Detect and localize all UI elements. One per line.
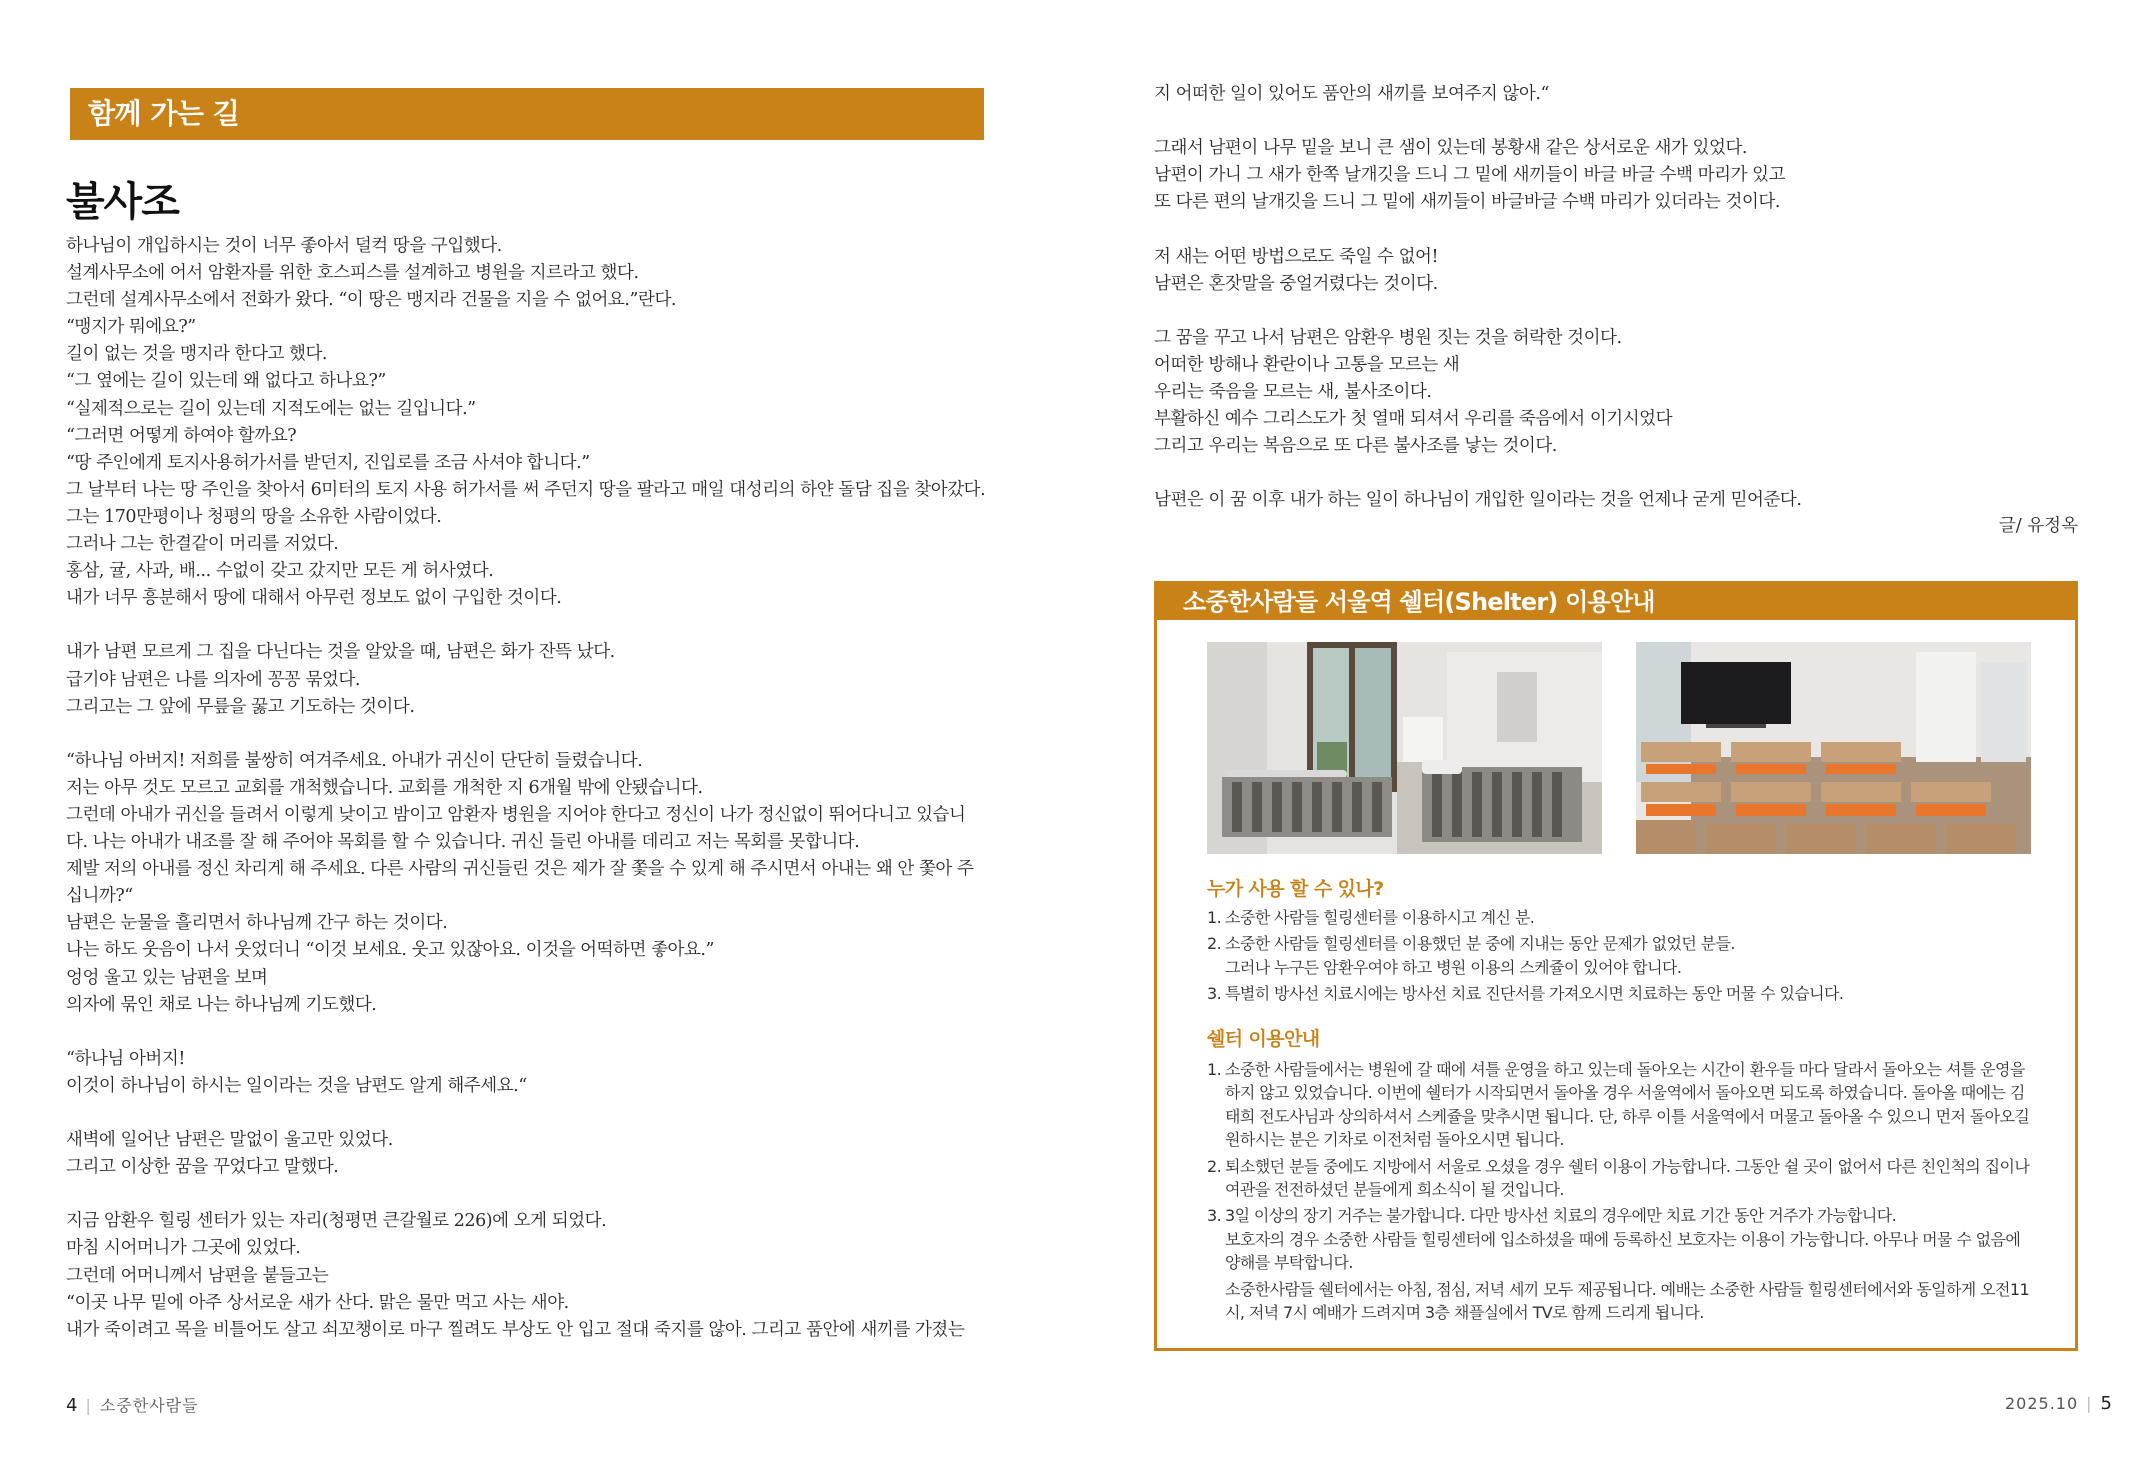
page-number: 5 bbox=[2100, 1393, 2112, 1414]
body-line: “그 옆에는 길이 있는데 왜 없다고 하나요?” bbox=[66, 371, 386, 392]
list-item bbox=[1207, 906, 2032, 929]
paragraph-break bbox=[66, 1100, 998, 1127]
body-line: 그 날부터 나는 땅 주인을 찾아서 6미터의 토지 사용 허가서를 써 주던지 땅을 팔라고 매일 대성리의 하얀 돌담 집을 찾아갔다. bbox=[66, 479, 986, 500]
body-line: 남편은 눈물을 흘리면서 하나님께 간구 하는 것이다. bbox=[66, 913, 448, 934]
who-list bbox=[1207, 906, 2032, 1009]
body-line: 또 다른 편의 날개깃을 드니 그 밑에 새끼들이 바글바글 수백 마리가 있더라는 것이다. bbox=[1154, 192, 1780, 213]
body-line: 우리는 죽음을 모르는 새, 불사조이다. bbox=[1154, 382, 1432, 403]
body-line: 그는 170만평이나 청평의 땅을 소유한 사람이었다. bbox=[66, 506, 442, 527]
body-line: “하나님 아버지! bbox=[66, 1048, 185, 1069]
article-body-right bbox=[1154, 81, 2114, 515]
paragraph-break bbox=[1154, 216, 2114, 243]
body-line: 설계사무소에 어서 암환자를 위한 호스피스를 설계하고 병원을 지르라고 했다. bbox=[66, 263, 639, 284]
body-line: 지 어떠한 일이 있어도 품안의 새끼를 보여주지 않아.“ bbox=[1154, 84, 1549, 104]
lounge-photo bbox=[1636, 642, 2031, 854]
paragraph-break bbox=[1154, 108, 2114, 135]
shelter-info-box bbox=[1154, 581, 2078, 1351]
body-line: 마침 시어머니가 그곳에 있었다. bbox=[66, 1238, 301, 1259]
list-item-number: 1. bbox=[1207, 1060, 1222, 1079]
body-line: 남편이 가니 그 새가 한쪽 날개깃을 드니 그 밑에 새끼들이 바글 바글 수백 마리가 있고 bbox=[1154, 165, 1786, 186]
guide-heading: 쉘터 이용안내 bbox=[1207, 1028, 1320, 1050]
body-line: 십니까?“ bbox=[66, 886, 133, 907]
body-line: 길이 없는 것을 맹지라 한다고 했다. bbox=[66, 344, 328, 365]
body-line: “이곳 나무 밑에 아주 상서로운 새가 산다. 맑은 물만 먹고 사는 새야. bbox=[66, 1292, 569, 1313]
list-item-number: 3. bbox=[1207, 1206, 1222, 1226]
body-line: 하나님이 개입하시는 것이 너무 좋아서 덜컥 땅을 구입했다. bbox=[66, 236, 502, 256]
body-line: 제발 저의 아내를 정신 차리게 해 주세요. 다른 사람의 귀신들린 것은 제가 잘 쫓을 수 있게 해 주시면서 아내는 왜 안 쫓아 주 bbox=[66, 859, 974, 880]
list-item-number: 2. bbox=[1207, 1156, 1222, 1176]
list-item-text: 특별히 방사선 치료시에는 방사선 치료 진단서를 가져오시면 치료하는 동안 머물 수 있습니다. bbox=[1225, 984, 1844, 1004]
footer-left: 4 | 소중한사람들 bbox=[66, 1395, 199, 1416]
right-page bbox=[1066, 0, 2132, 1463]
body-line: 다. 나는 아내가 내조를 잘 해 주어야 목회를 할 수 있습니다. 귀신 들린 아내를 데리고 저는 목회를 못합니다. bbox=[66, 832, 860, 853]
body-line: 이것이 하나님이 하시는 일이라는 것을 남편도 알게 해주세요.“ bbox=[66, 1075, 527, 1096]
body-line: 그래서 남편이 나무 밑을 보니 큰 샘이 있는데 봉황새 같은 상서로운 새가 있었다. bbox=[1154, 138, 1748, 159]
body-line: 부활하신 예수 그리스도가 첫 열매 되셔서 우리를 죽음에서 이기시었다 bbox=[1154, 409, 1673, 430]
body-line: 내가 남편 모르게 그 집을 다닌다는 것을 알았을 때, 남편은 화가 잔뜩 났다. bbox=[66, 642, 615, 663]
body-line: 그리고 이상한 꿈을 꾸었다고 말했다. bbox=[66, 1157, 339, 1178]
who-heading: 누가 사용 할 수 있나? bbox=[1207, 878, 1384, 900]
body-line: 지금 암환우 힐링 센터가 있는 자리(청평면 큰갈월로 226)에 오게 되었다. bbox=[66, 1211, 607, 1232]
body-line: 엉엉 울고 있는 남편을 보며 bbox=[66, 967, 268, 988]
body-line: 의자에 묶인 채로 나는 하나님께 기도했다. bbox=[66, 994, 377, 1015]
body-line: 그러나 그는 한결같이 머리를 저었다. bbox=[66, 534, 339, 555]
bedroom-photo bbox=[1207, 642, 1602, 854]
list-item bbox=[1207, 1058, 2032, 1152]
body-line: 어떠한 방해나 환란이나 고통을 모르는 새 bbox=[1154, 354, 1460, 375]
body-line: 새벽에 일어난 남편은 말없이 울고만 있었다. bbox=[66, 1130, 393, 1151]
body-line: 남편은 혼잣말을 중얼거렸다는 것이다. bbox=[1154, 273, 1438, 294]
body-line: 나는 하도 웃음이 나서 웃었더니 “이것 보세요. 웃고 있잖아요. 이것을 어떡하면 좋아요.” bbox=[66, 940, 715, 961]
body-line: 그리고 우리는 복음으로 또 다른 불사조를 낳는 것이다. bbox=[1154, 436, 1557, 457]
shelter-title: 소중한사람들 서울역 쉘터(Shelter) 이용안내 bbox=[1157, 584, 2075, 620]
article-title: 불사조 bbox=[66, 178, 179, 225]
body-line: “맹지가 뭐에요?” bbox=[66, 317, 196, 338]
body-line: 내가 죽이려고 목을 비틀어도 살고 쇠꼬챙이로 마구 찔려도 부상도 안 입고 절대 죽지를 않아. 그리고 품안에 새끼를 가졌는 bbox=[66, 1319, 965, 1340]
body-line: 저 새는 어떤 방법으로도 죽일 수 없어! bbox=[1154, 246, 1439, 267]
article-body-left bbox=[66, 233, 998, 1344]
body-line: 남편은 이 꿈 이후 내가 하는 일이 하나님이 개입한 일이라는 것을 언제나 굳게 믿어준다. bbox=[1154, 490, 1802, 511]
author-credit: 글/ 유정옥 bbox=[1998, 516, 2078, 536]
body-line: 그리고는 그 앞에 무릎을 꿇고 기도하는 것이다. bbox=[66, 696, 415, 717]
paragraph-break bbox=[1154, 460, 2114, 487]
list-item-text: 소중한 사람들 힐링센터를 이용하시고 계신 분. bbox=[1225, 908, 1535, 927]
paragraph-break bbox=[66, 721, 998, 748]
paragraph-break bbox=[1154, 298, 2114, 325]
list-item-number: 1. bbox=[1207, 908, 1222, 927]
body-line: 그 꿈을 꾸고 나서 남편은 암환우 병원 짓는 것을 허락한 것이다. bbox=[1154, 327, 1622, 348]
body-line: 그런데 아내가 귀신을 들려서 이렇게 낮이고 밤이고 암환자 병원을 지어야 한다고 정신이 나가 정신없이 뛰어다니고 있습니 bbox=[66, 804, 966, 825]
list-item bbox=[1207, 982, 2032, 1005]
section-label: 함께 가는 길 bbox=[70, 88, 984, 140]
body-line: 그런데 어머니께서 남편을 붙들고는 bbox=[66, 1265, 329, 1286]
list-item bbox=[1207, 1155, 2032, 1202]
page-number: 4 bbox=[66, 1395, 78, 1416]
body-line: 저는 아무 것도 모르고 교회를 개척했습니다. 교회를 개척한 지 6개월 밖에 안됐습니다. bbox=[66, 777, 703, 798]
list-item-number: 2. bbox=[1207, 934, 1222, 954]
body-line: “하나님 아버지! 저희를 불쌍히 여겨주세요. 아내가 귀신이 단단히 들렸습니다. bbox=[66, 750, 643, 771]
list-item-text: 퇴소했던 분들 중에도 지방에서 서울로 오셨을 경우 쉘터 이용이 가능합니다. 그동안 쉴 곳이 없어서 다른 친인척의 집이나 여관을 전전하셨던 분들에게 희소식이 될 것입니다. bbox=[1225, 1156, 2030, 1200]
body-line: 그런데 설계사무소에서 전화가 왔다. “이 땅은 맹지라 건물을 지을 수 없어요.”란다. bbox=[66, 290, 677, 311]
guide-list bbox=[1207, 1058, 2032, 1324]
list-item-number: 3. bbox=[1207, 984, 1222, 1004]
body-line: 내가 너무 흥분해서 땅에 대해서 아무런 정보도 없이 구입한 것이다. bbox=[66, 588, 562, 609]
body-line: “실제적으로는 길이 있는데 지적도에는 없는 길입니다.” bbox=[66, 398, 476, 419]
closing-note: 소중한사람들 쉘터에서는 아침, 점심, 저녁 세끼 모두 제공됩니다. 예배는 소중한 사람들 힐링센터에서와 동일하게 오전11시, 저녁 7시 예배가 드려지며 3층 채플실에서 TV로 함께 드리게 됩니다. bbox=[1225, 1279, 2030, 1323]
footer-right: 2025.10 | 5 bbox=[2004, 1393, 2112, 1414]
body-line: 급기야 남편은 나를 의자에 꽁꽁 묶었다. bbox=[66, 669, 360, 690]
paragraph-break bbox=[66, 1019, 998, 1046]
body-line: “그러면 어떻게 하여야 할까요? bbox=[66, 425, 297, 446]
issue-date: 2025.10 bbox=[2004, 1394, 2079, 1413]
list-item bbox=[1207, 932, 2032, 979]
body-line: 홍삼, 귤, 사과, 배... 수없이 갖고 갔지만 모든 게 허사였다. bbox=[66, 561, 494, 582]
list-item bbox=[1207, 1204, 2032, 1274]
body-line: “땅 주인에게 토지사용허가서를 받던지, 진입로를 조금 사셔야 합니다.” bbox=[66, 452, 590, 473]
paragraph-break bbox=[66, 612, 998, 639]
paragraph-break bbox=[66, 1181, 998, 1208]
list-item-text: 소중한 사람들에서는 병원에 갈 때에 셔틀 운영을 하고 있는데 돌아오는 시간이 환우들 마다 달라서 돌아오는 셔틀 운영을 하지 않고 있었습니다. 이번에 쉘터가 시작되면서 돌아올 경우 서울역에서 돌아오면 되도록 하였습니다. 돌아올 때에는 김태희 전도사님과 상의하셔서 스케쥴을 맞추시면 됩니다. 단, 하루 이틀 서울역에서 머물고 돌아올 수 있으니 먼저 돌아오길 원하시는 분은 기차로 이전처럼 돌아오시면 됩니다. bbox=[1225, 1060, 2030, 1150]
publication-name: 소중한사람들 bbox=[99, 1396, 199, 1415]
list-item-text: 3일 이상의 장기 거주는 불가합니다. 다만 방사선 치료의 경우에만 치료 기간 동안 거주가 가능합니다. 보호자의 경우 소중한 사람들 힐링센터에 입소하셨을 때에 등록하신 보호자는 이용이 가능합니다. 아무나 머물 수 없음에 양해를 부탁합니다. bbox=[1225, 1206, 2021, 1273]
list-item-text: 소중한 사람들 힐링센터를 이용했던 분 중에 지내는 동안 문제가 없었던 분들. 그러나 누구든 암환우여야 하고 병원 이용의 스케쥴이 있어야 합니다. bbox=[1225, 934, 1735, 977]
